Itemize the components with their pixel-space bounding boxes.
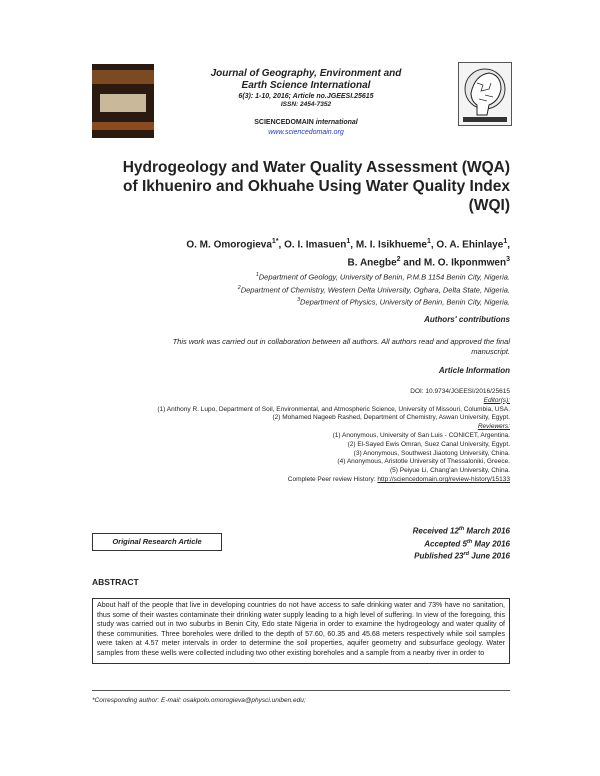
article-type-badge: Original Research Article [92,533,222,551]
article-info [60,388,510,485]
contributions-text: This work was carried out in collaboration between all authors. All authors read and approved the final manuscript. [172,337,510,356]
abstract-text: About half of the people that live in developing countries do not have access to safe drinking water and 73% have no sanitation, thus some of their wastes contaminate their drinking water supply leading to a high level of suffering. In view of the foregoing, this study was carried out in two suburbs in Benin City, Edo state Nigeria in order to examine the hydrogeology and water quality of these communities. Three boreholes were drilled to the depth of 57.60, 60.35 and 45.68 meters respectively while soil samples were taken at 4.57 meter intervals in order to determine the soil properties, aquifer geometry and subsurface geology. Water samples from these wells were collected including two other existing boreholes and a sample from a nearby river in order to [92,598,510,664]
reviewer-2: (2) El-Sayed Ewis Omran, Suez Canal University, Egypt. [347,440,510,448]
contributions-heading: Authors' contributions [424,315,510,324]
reviewers-label: Reviewers: [477,423,510,431]
affiliation-2: $^2$Department of Chemistry, Western Delta University, Oghara, Delta State, Nigeria. [237,284,510,294]
affiliation-3: $^3$Department of Physics, University of Benin, Benin City, Nigeria. [297,297,510,307]
review-history: Complete Peer review History: http://sciencedomain.org/review-history/15133 [287,475,510,483]
reviewer-4: (4) Anonymous, Aristotle University of Thessaloniki, Greece. [337,458,510,466]
doi: DOI: 10.9734/JGEESI/2016/25615 [410,388,510,395]
publication-dates [300,524,510,562]
journal-title: Journal of Geography, Environment and Earth Science International [210,68,402,91]
published-date: Published 23rd June 2016 [414,551,510,561]
journal-issn: ISSN: 2454-7352 [280,101,332,108]
publisher-website-link[interactable]: www.sciencedomain.org [268,129,344,136]
article-info-heading: Article Information [438,366,510,375]
sciencedomain-logo [458,62,512,126]
reviewer-3: (3) Anonymous, Southwest Jiaotong University, China. [353,449,510,457]
footnote-divider [92,690,510,691]
corresponding-author-footnote: *Corresponding author: E-mail: osakpolo.omorogieva@physci.uniben.edu; [92,697,306,704]
received-date: Received 12th March 2016 [412,526,510,536]
author-list: O. M. Omorogieva$^{1*}$, O. I. Imasuen$^1$, M. I. Isikhueme$^1$, O. A. Ehinlaye$^1$, B. Anegbe$^2$ and M. O. Ikponmwen$^3$ [186,238,510,269]
accepted-date: Accepted 5th May 2016 [424,538,510,549]
review-history-link[interactable]: http://sciencedomain.org/review-history/15133 [377,475,510,483]
editor-2: (2) Mohamed Nageeb Rashed, Department of Chemistry, Aswan University, Egypt. [272,414,510,422]
reviewer-1: (1) Anonymous, University of San Luis - CONICET, Argentina. [332,431,510,439]
editor-1: (1) Anthony R. Lupo, Department of Soil, Environmental, and Atmospheric Science, University of Missouri, Columbia, USA. [157,405,510,413]
journal-citation: 6(3): 1-10, 2016; Article no.JGEESI.25615 [238,93,374,100]
paper-title: Hydrogeology and Water Quality Assessment (WQA) of Ikhueniro and Okhuahe Using Water Quality Index (WQI) [122,159,510,214]
abstract-heading: ABSTRACT [92,577,139,587]
affiliations [80,270,510,308]
affiliation-1: $^1$Department of Geology, University of Benin, P.M.B 1154 Benin City, Nigeria. [255,272,510,282]
publisher-name: SCIENCEDOMAIN international [254,119,358,126]
editors-label: Editor(s): [483,396,510,404]
journal-cover-image [92,64,154,138]
reviewer-5: (5) Peiyue Li, Chang'an University, China. [390,467,510,475]
